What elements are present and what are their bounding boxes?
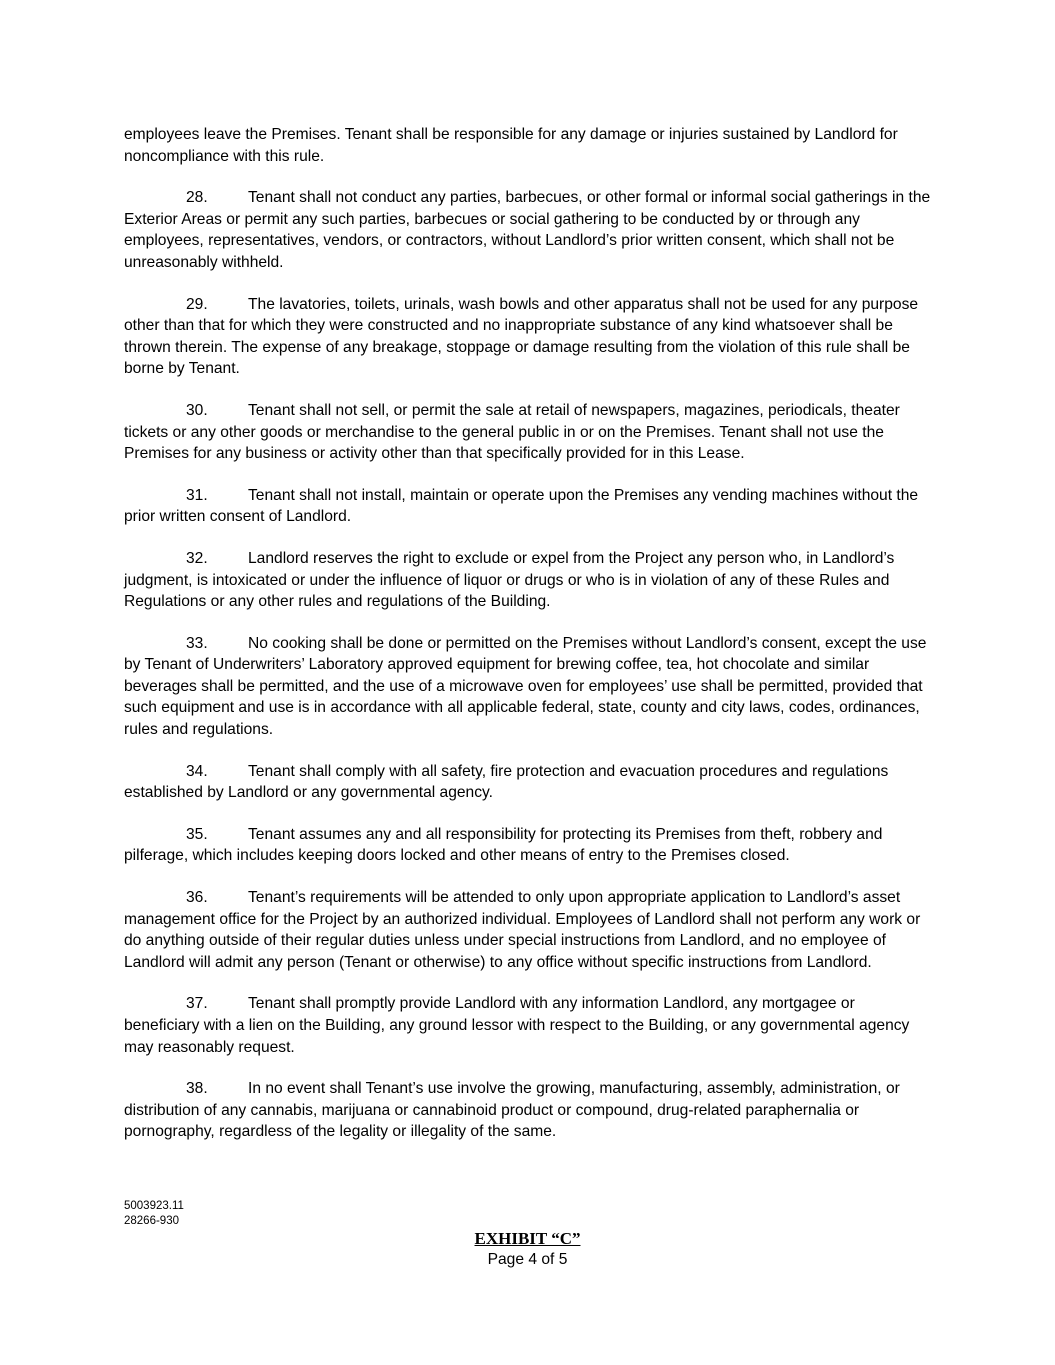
rule-paragraph-37 — [124, 993, 932, 1058]
matter-number: 28266-930 — [124, 1214, 179, 1227]
rule-text: Tenant shall not sell, or permit the sale at retail of newspapers, magazines, periodicals, theater tickets or any other goods or merchandise to the general public in or on the Premises. Tenant shall not use the Premises for any business or activity other than that specifically provided for in this Lease. — [124, 401, 900, 463]
rule-text: Landlord reserves the right to exclude or expel from the Project any person who, in Landlord’s judgment, is intoxicated or under the influence of liquor or drugs or who is in violation of any of these Rules and Regulations or any other rules and regulations of the Building. — [124, 549, 895, 611]
rule-paragraph-28 — [124, 187, 932, 273]
document-body — [124, 124, 932, 1163]
rule-text: No cooking shall be done or permitted on the Premises without Landlord’s consent, except the use by Tenant of Underwriters’ Laboratory approved equipment for brewing coffee, tea, hot chocolate and similar beverages shall be permitted, and the use of a microwave oven for employees’ use shall be permitted, provided that such equipment and use is in accordance with all applicable federal, state, county and city laws, codes, ordinances, rules and regulations. — [124, 634, 927, 739]
rule-number: 36. — [186, 889, 208, 907]
rule-paragraph-34 — [124, 761, 932, 804]
doc-number: 5003923.11 — [124, 1200, 184, 1212]
rule-number: 33. — [186, 634, 208, 652]
rule-text: Tenant shall not install, maintain or operate upon the Premises any vending machines without the prior written consent of Landlord. — [124, 486, 919, 526]
rule-number: 34. — [186, 762, 208, 780]
document-identifier — [124, 1199, 184, 1228]
rule-number: 29. — [186, 295, 208, 313]
rule-paragraph-33 — [124, 633, 932, 741]
rule-number: 37. — [186, 995, 208, 1013]
rule-paragraph-31 — [124, 485, 932, 528]
rule-text: The lavatories, toilets, urinals, wash bowls and other apparatus shall not be used for any purpose other than that for which they were constructed and no inappropriate substance of any kind whatsoever shall be thrown therein. The expense of any breakage, stoppage or damage resulting from the violation of this rule shall be borne by Tenant. — [124, 295, 919, 378]
rule-paragraph-32 — [124, 548, 932, 613]
rule-number: 31. — [186, 486, 208, 504]
continuation-paragraph: employees leave the Premises. Tenant shall be responsible for any damage or injuries sustained by Landlord for noncompliance with this rule. — [124, 126, 898, 165]
rule-number: 28. — [186, 189, 208, 207]
rule-text: Tenant shall comply with all safety, fire protection and evacuation procedures and regulations established by Landlord or any governmental agency. — [124, 762, 889, 802]
rule-text: Tenant shall not conduct any parties, barbecues, or other formal or informal social gatherings in the Exterior Areas or permit any such parties, barbecues or social gathering to be conducted by or through any employees, representatives, vendors, or contractors, without Landlord’s prior written consent, which shall not be unreasonably withheld. — [124, 189, 931, 271]
rule-text: Tenant assumes any and all responsibility for protecting its Premises from theft, robbery and pilferage, which includes keeping doors locked and other means of entry to the Premises closed. — [124, 825, 883, 865]
rule-paragraph-29 — [124, 294, 932, 380]
rule-paragraph-35 — [124, 824, 932, 867]
rule-paragraph-36 — [124, 887, 932, 973]
rule-number: 32. — [186, 549, 208, 567]
rule-paragraph-30 — [124, 400, 932, 465]
page-number: Page 4 of 5 — [487, 1251, 568, 1268]
rule-text: Tenant’s requirements will be attended to only upon appropriate application to Landlord’s asset management office for the Project by an authorized individual. Employees of Landlord shall not perform any work or do anything outside of their regular duties unless under special instructions from Landlord, and no employee of Landlord will admit any person (Tenant or otherwise) to any office without specific instructions from Landlord. — [124, 889, 921, 971]
rule-text: In no event shall Tenant’s use involve the growing, manufacturing, assembly, administration, or distribution of any cannabis, marijuana or cannabinoid product or compound, drug-related paraphernalia or pornography, regardless of the legality or illegality of the same. — [124, 1080, 900, 1141]
exhibit-label: EXHIBIT “C” — [474, 1229, 581, 1248]
rule-text: Tenant shall promptly provide Landlord with any information Landlord, any mortgagee or beneficiary with a lien on the Building, any ground lessor with respect to the Building, or any governmental agency may reasonably request. — [124, 995, 910, 1056]
rule-number: 30. — [186, 401, 208, 419]
rule-number: 38. — [186, 1080, 208, 1098]
rule-number: 35. — [186, 825, 208, 843]
rule-paragraph-38 — [124, 1078, 932, 1143]
